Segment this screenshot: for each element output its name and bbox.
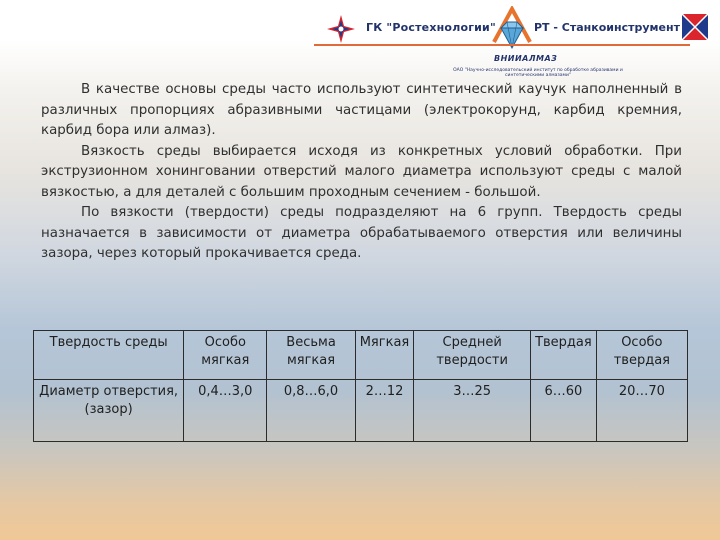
brand-subtitle: ОАО "Научно-исследовательский институт по обработке абразивами и синтетическими алмазами"	[453, 68, 623, 78]
table-cell: 20…70	[596, 380, 687, 442]
slide-header	[0, 0, 720, 80]
table-cell: 3…25	[414, 380, 531, 442]
paragraph-viscosity: Вязкость среды выбирается исходя из конкретных условий обработки. При экструзионном хонинговании отверстий малого диаметра используют среды с малой вязкостью, а для деталей с большим проходным сечением - большой.	[41, 143, 682, 200]
body-text	[41, 80, 682, 265]
table-header-cell: Мягкая	[355, 331, 414, 380]
org-name-stankoinstrument: РТ - Станкоинструмент	[534, 21, 680, 34]
table-cell: Диаметр отверстия, (зазор)	[34, 380, 184, 442]
table-header-cell: Твердая	[531, 331, 597, 380]
table-cell: 0,8…6,0	[267, 380, 355, 442]
table-cell: 0,4…3,0	[184, 380, 267, 442]
hardness-table	[33, 330, 688, 442]
table-header-cell: Весьма мягкая	[267, 331, 355, 380]
table-header-cell: Особо мягкая	[184, 331, 267, 380]
org-name-rostec: ГК "Ростехнологии"	[366, 21, 496, 34]
table-row	[34, 331, 688, 380]
table-header-cell: Особо твердая	[596, 331, 687, 380]
paragraph-base-medium: В качестве основы среды часто используют синтетический каучук наполненный в различных пропорциях абразивными частицами (электрокорунд, карбид кремния, карбид бора или алмаз).	[41, 82, 682, 138]
brand-name: ВНИИАЛМАЗ	[494, 54, 558, 63]
rostec-star-icon	[326, 14, 356, 44]
paragraph-hardness-groups: По вязкости (твердости) среды подразделяют на 6 групп. Твердость среды назначается в зависимости от диаметра обрабатываемого отверстия или величины зазора, через который прокачивается среда.	[41, 205, 682, 261]
diamond-logo-icon	[490, 6, 534, 54]
table-cell: 6…60	[531, 380, 597, 442]
table-row	[34, 380, 688, 442]
table-cell: 2…12	[355, 380, 414, 442]
red-blue-corner-logo-icon	[682, 14, 708, 40]
header-divider	[314, 44, 690, 46]
table-header-cell: Твердость среды	[34, 331, 184, 380]
table-header-cell: Средней твердости	[414, 331, 531, 380]
